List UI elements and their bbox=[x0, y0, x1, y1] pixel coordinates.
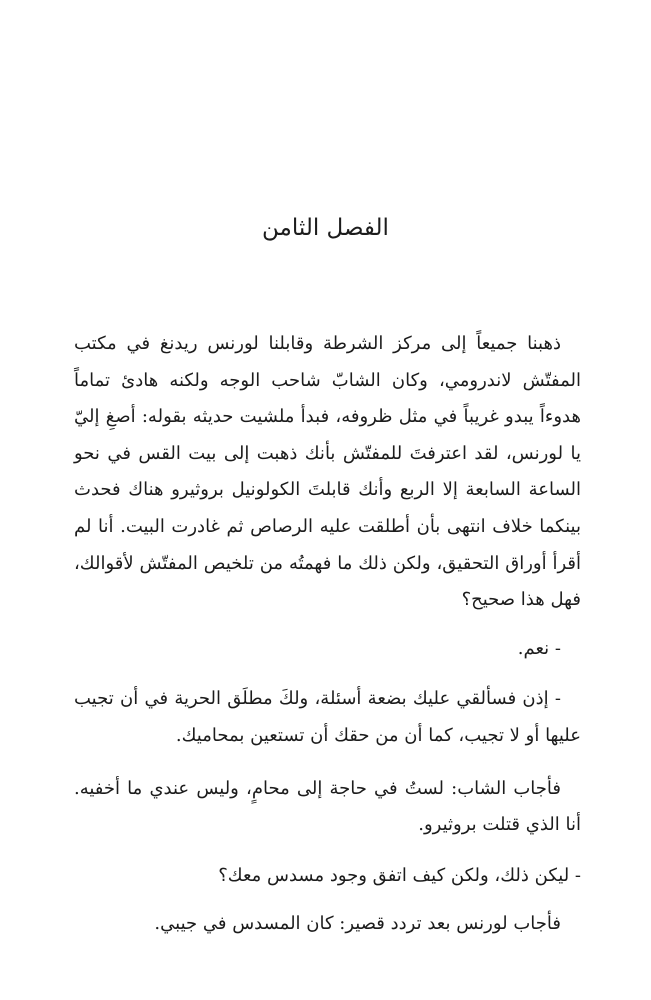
paragraph-narrative-2: فأجاب الشاب: لستُ في حاجة إلى محامٍ، وليس عندي ما أخفيه. أنا الذي قتلت بروثيرو. bbox=[74, 777, 581, 836]
paragraph-dialog-questions: - إذن فسألقي عليك بضعة أسئلة، ولكَ مطلَق الحرية في أن تجيب عليها أو لا تجيب، كما أن من حقك أن تستعين بمحاميك. bbox=[74, 688, 581, 746]
chapter-body bbox=[74, 326, 581, 943]
chapter-title: الفصل الثامن bbox=[262, 215, 389, 241]
paragraph-narrative-3: فأجاب لورنس بعد تردد قصير: كان المسدس في جيبي. bbox=[154, 913, 561, 935]
paragraph-narrative-1: ذهبنا جميعاً إلى مركز الشرطة وقابلنا لورنس ريدنغ في مكتب المفتّش لاندرومي، وكان الشابّ شاحب الوجه ولكنه هادئ تماماً هدوءاً يبدو غريباً في مثل ظروفه، فبدأ ملشيت حديثه بقوله: أصغِ إليّ يا لورنس، لقد اعترفتَ للمفتّش بأنك ذهبت إلى بيت القس في نحو الساعة السابعة إلا الربع وأنك قابلتَ الكولونيل بروثيرو هناك فحدث بينكما خلاف انتهى بأن أطلقت عليه الرصاص ثم غادرت البيت. أنا لم أقرأ أوراق التحقيق، ولكن ذلك ما فهمتُه من تلخيص المفتّش لأقوالك، فهل هذا صحيح؟ bbox=[74, 333, 581, 611]
paragraph-dialog-pistol: - ليكن ذلك، ولكن كيف اتفق وجود مسدس معك؟ bbox=[218, 864, 581, 886]
paragraph-dialog-yes: - نعم. bbox=[517, 637, 561, 659]
